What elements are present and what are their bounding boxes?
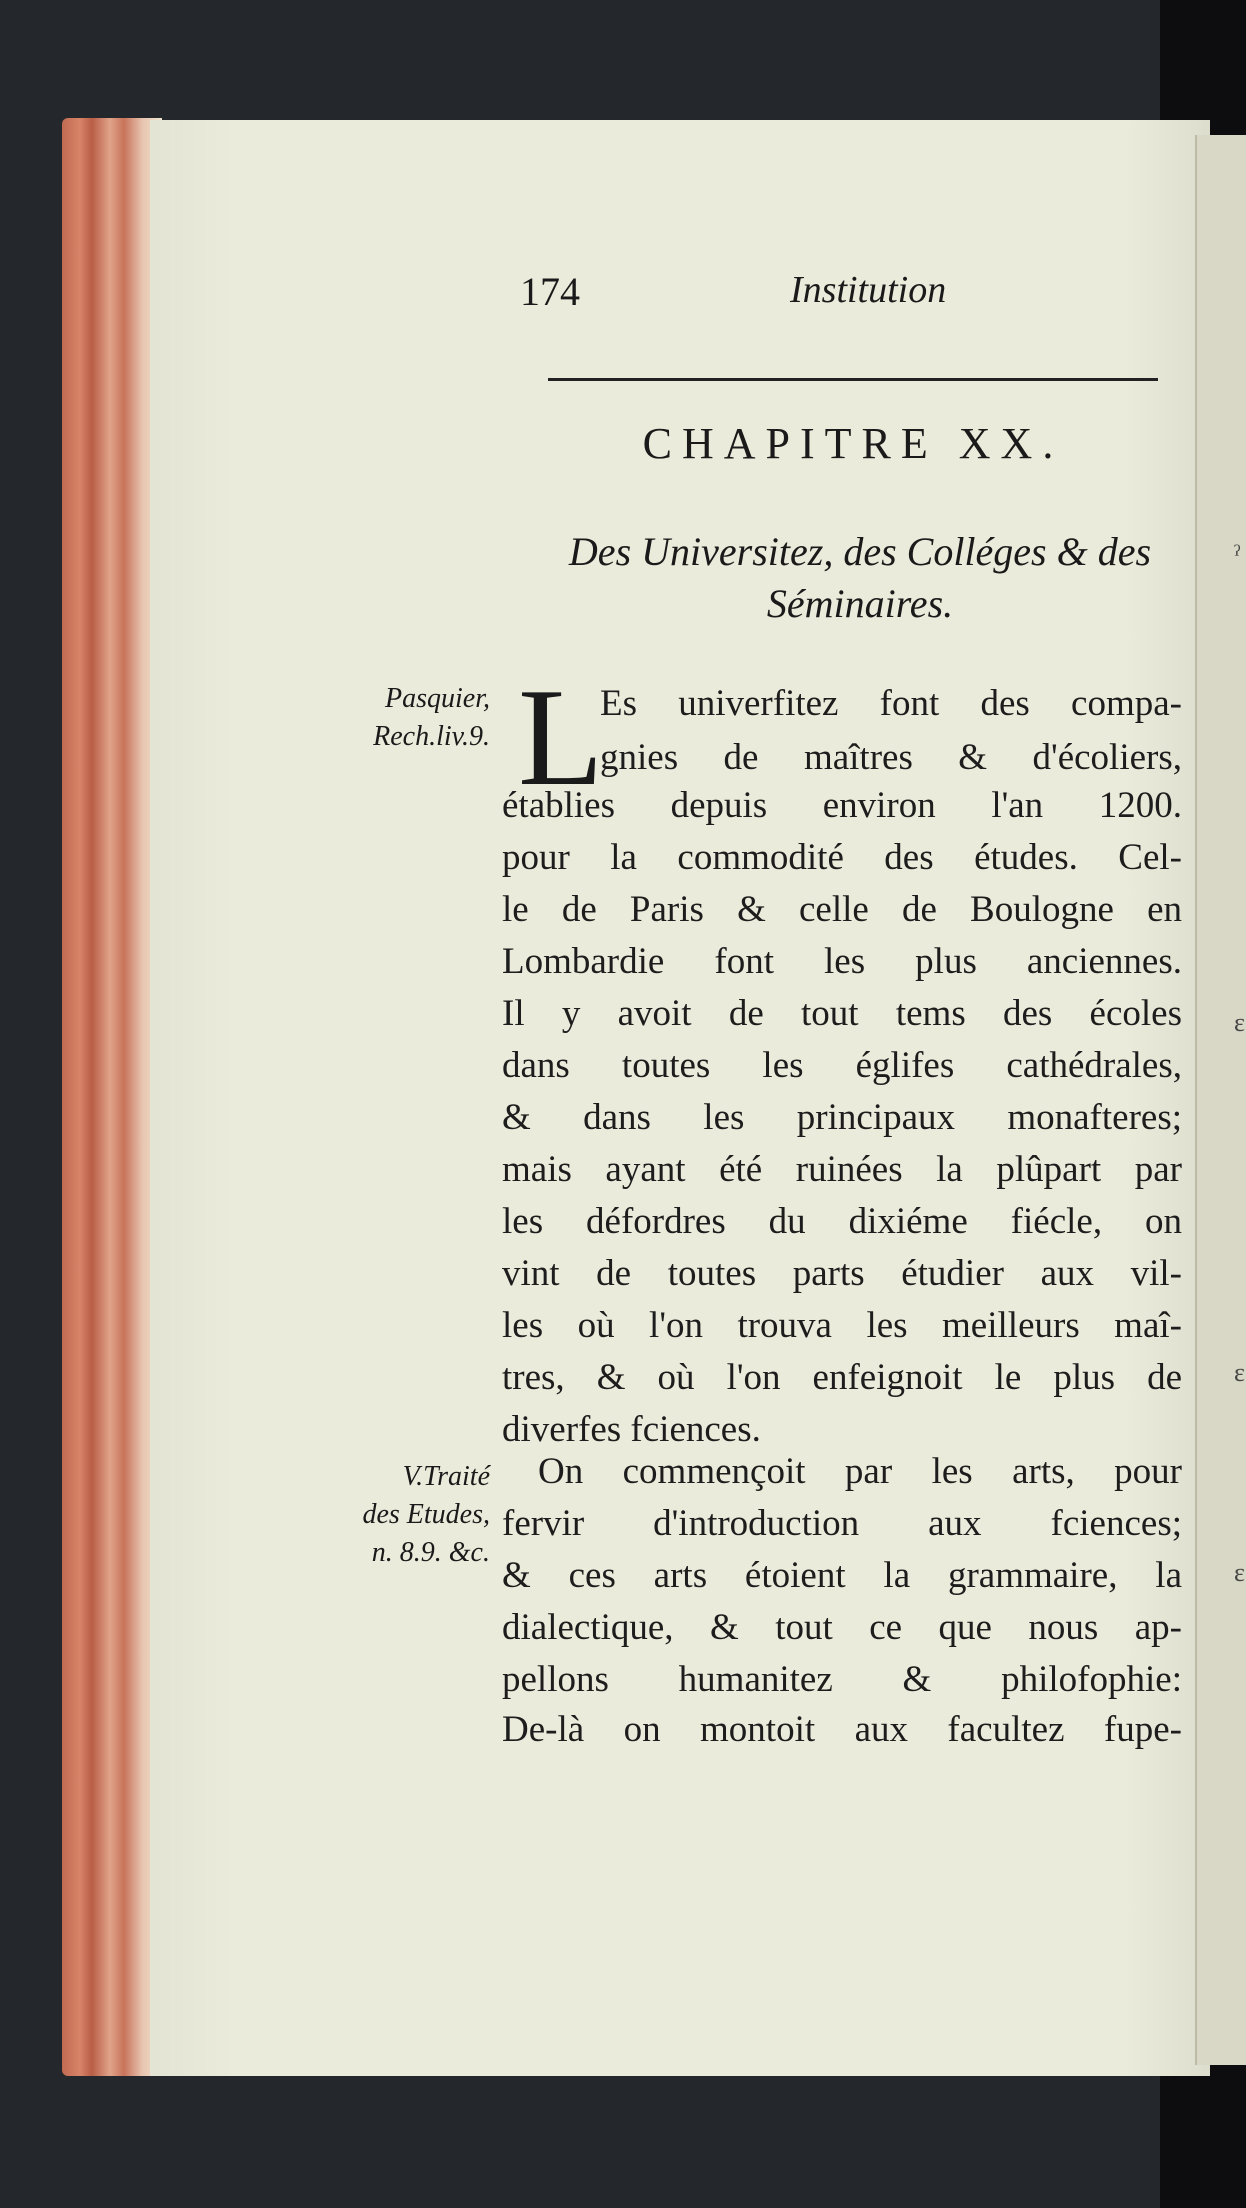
body-line: pour la commodité des études. Cel- <box>502 837 1182 878</box>
body-line: tres, & où l'on enfeignoit le plus de <box>502 1357 1182 1398</box>
body-line: vint de toutes parts étudier aux vil- <box>502 1253 1182 1294</box>
margin-note-line: Rech.liv.9. <box>373 721 490 752</box>
margin-note-line: Pasquier, <box>385 683 490 714</box>
body-line: Es univerfitez font des compa- <box>600 683 1182 724</box>
margin-note-line: des Etudes, <box>362 1499 490 1530</box>
body-line: le de Paris & celle de Boulogne en <box>502 889 1182 930</box>
header-rule <box>548 378 1158 381</box>
body-line: On commençoit par les arts, pour <box>538 1451 1182 1492</box>
body-line: dans toutes les églifes cathédrales, <box>502 1045 1182 1086</box>
margin-note <box>310 1458 490 1572</box>
body-line: & dans les principaux monafteres; <box>502 1097 1182 1138</box>
margin-note-line: V.Traité <box>402 1461 490 1492</box>
adjacent-page-edge <box>1195 135 1246 2065</box>
subtitle-line: Des Universitez, des Colléges & des <box>568 529 1152 574</box>
body-line: Lombardie font les plus anciennes. <box>502 941 1182 982</box>
body-line: les où l'on trouva les meilleurs maî- <box>502 1305 1182 1346</box>
chapter-heading: CHAPITRE XX. <box>642 419 1064 468</box>
body-line: gnies de maîtres & d'écoliers, <box>600 737 1182 778</box>
drop-cap: L <box>518 660 604 815</box>
body-line: pellons humanitez & philofophie: <box>502 1659 1182 1700</box>
edge-mark: ɛ <box>1234 1008 1245 1037</box>
red-page-edges <box>62 118 162 2076</box>
running-title: Institution <box>790 269 947 311</box>
body-line: mais ayant été ruinées la plûpart par <box>502 1149 1182 1190</box>
body-line: & ces arts étoient la grammaire, la <box>502 1555 1182 1596</box>
margin-note-line: n. 8.9. &c. <box>371 1537 490 1568</box>
body-line: fervir d'introduction aux fciences; <box>502 1503 1182 1544</box>
edge-mark: ɛ <box>1234 1358 1245 1387</box>
body-line: établies depuis environ l'an 1200. <box>502 785 1182 826</box>
subtitle-line: Séminaires. <box>766 581 954 626</box>
edge-mark: ˀ <box>1234 540 1241 569</box>
margin-note <box>310 680 490 756</box>
body-line: De-là on montoit aux facultez fupe- <box>502 1709 1182 1750</box>
body-line: diverfes fciences. <box>502 1409 761 1450</box>
body-line: Il y avoit de tout tems des écoles <box>502 993 1182 1034</box>
body-line: dialectique, & tout ce que nous ap- <box>502 1607 1182 1648</box>
chapter-subtitle <box>500 526 1220 630</box>
page-number: 174 <box>520 269 580 314</box>
edge-mark: ɛ <box>1234 1558 1245 1587</box>
body-line: les défordres du dixiéme fiécle, on <box>502 1201 1182 1242</box>
